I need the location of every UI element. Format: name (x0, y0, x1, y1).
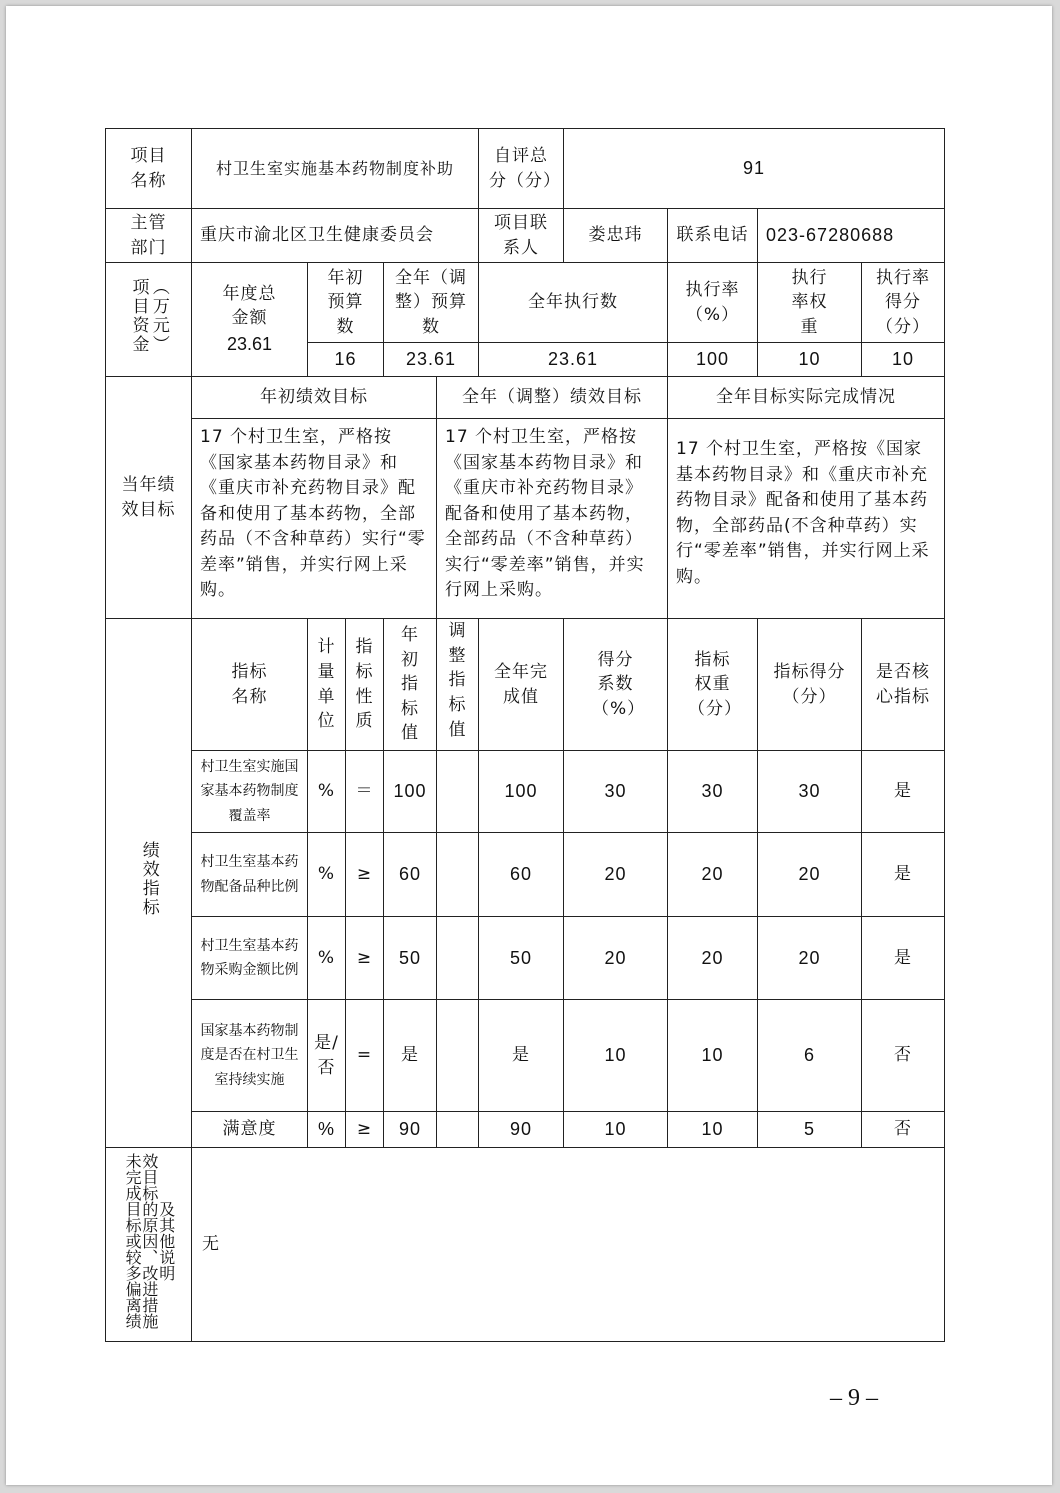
hdr-completed-value: 全年完成值 (479, 619, 564, 751)
indicator-row (106, 833, 945, 917)
exec-weight-value: 10 (758, 343, 862, 377)
remarks-label: 未完成目标或较多偏离绩效目标的原因、改进措施及其他说明 (123, 1152, 176, 1329)
phone-label: 联系电话 (668, 209, 758, 263)
hdr-unit: 计量单位 (308, 619, 346, 751)
goals-header-row (106, 377, 945, 419)
indicators-row-label (106, 619, 192, 1148)
indicator-name: 村卫生室基本药物采购金额比例 (192, 917, 308, 1000)
indicator-unit: % (308, 1112, 346, 1148)
indicator-initial: 100 (384, 751, 437, 833)
department-label: 主管部门 (106, 209, 192, 263)
executed-value: 23.61 (479, 343, 668, 377)
indicator-score: 30 (758, 751, 862, 833)
performance-evaluation-table (105, 128, 945, 1342)
remarks-label-cell (106, 1148, 192, 1342)
exec-score-label: 执行率得分（分） (862, 263, 945, 343)
exec-rate-value: 100 (668, 343, 758, 377)
total-amount-value: 23.61 (226, 334, 273, 355)
indicator-completed: 是 (479, 1000, 564, 1112)
indicator-completed: 90 (479, 1112, 564, 1148)
indicator-unit: % (308, 833, 346, 917)
project-name-row (106, 129, 945, 209)
indicator-score: 20 (758, 917, 862, 1000)
indicator-score: 5 (758, 1112, 862, 1148)
indicator-core: 否 (862, 1000, 945, 1112)
indicator-weight: 20 (668, 833, 758, 917)
goals-adjusted-header: 全年（调整）绩效目标 (437, 377, 668, 419)
indicator-adjusted (437, 833, 479, 917)
indicator-name: 满意度 (192, 1112, 308, 1148)
indicator-core: 是 (862, 833, 945, 917)
indicator-weight: 10 (668, 1112, 758, 1148)
hdr-indicator-score: 指标得分（分） (758, 619, 862, 751)
adjusted-budget-label: 全年（调整）预算数 (384, 263, 479, 343)
hdr-adjusted-value: 调整指标值 (437, 619, 479, 751)
indicator-name: 村卫生室实施国家基本药物制度覆盖率 (192, 751, 308, 833)
department-value: 重庆市渝北区卫生健康委员会 (192, 209, 479, 263)
page-number: – 9 – (830, 1385, 878, 1411)
phone-value: 023-67280688 (758, 209, 945, 263)
self-score-value: 91 (564, 129, 945, 209)
indicator-score: 6 (758, 1000, 862, 1112)
exec-weight-label: 执行率权重 (758, 263, 862, 343)
indicator-initial: 90 (384, 1112, 437, 1148)
department-row (106, 209, 945, 263)
goals-adjusted-text: 17 个村卫生室，严格按《国家基本药物目录》和《重庆市补充药物目录》配备和使用了基本药物，全部药品（不含种草药）实行“零差率”销售，并实行网上采购。 (437, 419, 668, 619)
project-name-label: 项目名称 (106, 129, 192, 209)
indicator-coef: 20 (564, 833, 668, 917)
indicator-coef: 10 (564, 1112, 668, 1148)
indicator-name: 村卫生室基本药物配备品种比例 (192, 833, 308, 917)
contact-value: 娄忠玮 (564, 209, 668, 263)
indicator-nature: = (346, 1000, 384, 1112)
indicator-initial: 60 (384, 833, 437, 917)
indicator-unit: 是/否 (308, 1000, 346, 1112)
hdr-initial-value: 年初指标值 (384, 619, 437, 751)
indicator-unit: % (308, 751, 346, 833)
hdr-nature: 指标性质 (346, 619, 384, 751)
indicator-core: 否 (862, 1112, 945, 1148)
goals-actual-header: 全年目标实际完成情况 (668, 377, 945, 419)
goals-row-label: 当年绩效目标 (106, 377, 192, 619)
indicator-core: 是 (862, 751, 945, 833)
executed-label: 全年执行数 (479, 263, 668, 343)
indicator-coef: 30 (564, 751, 668, 833)
indicator-nature: ＝ (346, 751, 384, 833)
indicator-row (106, 751, 945, 833)
adjusted-budget-value: 23.61 (384, 343, 479, 377)
funds-row-label-text: 项目资金（万元） (128, 277, 169, 354)
initial-budget-label: 年初预算数 (308, 263, 384, 343)
indicator-unit: % (308, 917, 346, 1000)
indicator-name: 国家基本药物制度是否在村卫生室持续实施 (192, 1000, 308, 1112)
indicator-coef: 10 (564, 1000, 668, 1112)
indicator-row (106, 1112, 945, 1148)
remarks-value: 无 (192, 1148, 945, 1342)
exec-score-value: 10 (862, 343, 945, 377)
indicator-header-row (106, 619, 945, 751)
hdr-score-coef: 得分系数（%） (564, 619, 668, 751)
hdr-core: 是否核心指标 (862, 619, 945, 751)
project-name-value: 村卫生室实施基本药物制度补助 (192, 129, 479, 209)
indicator-nature: ≥ (346, 833, 384, 917)
indicator-initial: 是 (384, 1000, 437, 1112)
indicator-core: 是 (862, 917, 945, 1000)
goals-text-row (106, 419, 945, 619)
goals-initial-header: 年初绩效目标 (192, 377, 437, 419)
indicator-initial: 50 (384, 917, 437, 1000)
indicator-adjusted (437, 1000, 479, 1112)
initial-budget-value: 16 (308, 343, 384, 377)
indicator-row (106, 1000, 945, 1112)
indicator-score: 20 (758, 833, 862, 917)
indicators-row-label-text: 绩效指标 (138, 841, 159, 918)
indicator-nature: ≥ (346, 917, 384, 1000)
remarks-row (106, 1148, 945, 1342)
indicator-weight: 20 (668, 917, 758, 1000)
self-score-label: 自评总分（分） (479, 129, 564, 209)
hdr-weight: 指标权重（分） (668, 619, 758, 751)
contact-label: 项目联系人 (479, 209, 564, 263)
goals-initial-text: 17 个村卫生室，严格按《国家基本药物目录》和《重庆市补充药物目录》配备和使用了基本药物，全部药品（不含种草药）实行“零差率”销售，并实行网上采购。 (192, 419, 437, 619)
indicator-coef: 20 (564, 917, 668, 1000)
funds-row-label (106, 263, 192, 377)
indicator-weight: 10 (668, 1000, 758, 1112)
funds-header-row (106, 263, 945, 343)
indicator-row (106, 917, 945, 1000)
indicator-weight: 30 (668, 751, 758, 833)
hdr-indicator-name: 指标名称 (192, 619, 308, 751)
indicator-nature: ≥ (346, 1112, 384, 1148)
indicator-completed: 100 (479, 751, 564, 833)
total-amount-label: 年度总金额 (222, 283, 277, 329)
indicator-adjusted (437, 751, 479, 833)
exec-rate-label: 执行率（%） (668, 263, 758, 343)
indicator-completed: 60 (479, 833, 564, 917)
goals-actual-text: 17 个村卫生室，严格按《国家基本药物目录》和《重庆市补充药物目录》配备和使用了基本药物，全部药品(不含种草药）实行“零差率”销售，并实行网上采购。 (668, 419, 945, 619)
indicator-completed: 50 (479, 917, 564, 1000)
indicator-adjusted (437, 1112, 479, 1148)
total-amount-cell (192, 263, 308, 377)
indicator-adjusted (437, 917, 479, 1000)
